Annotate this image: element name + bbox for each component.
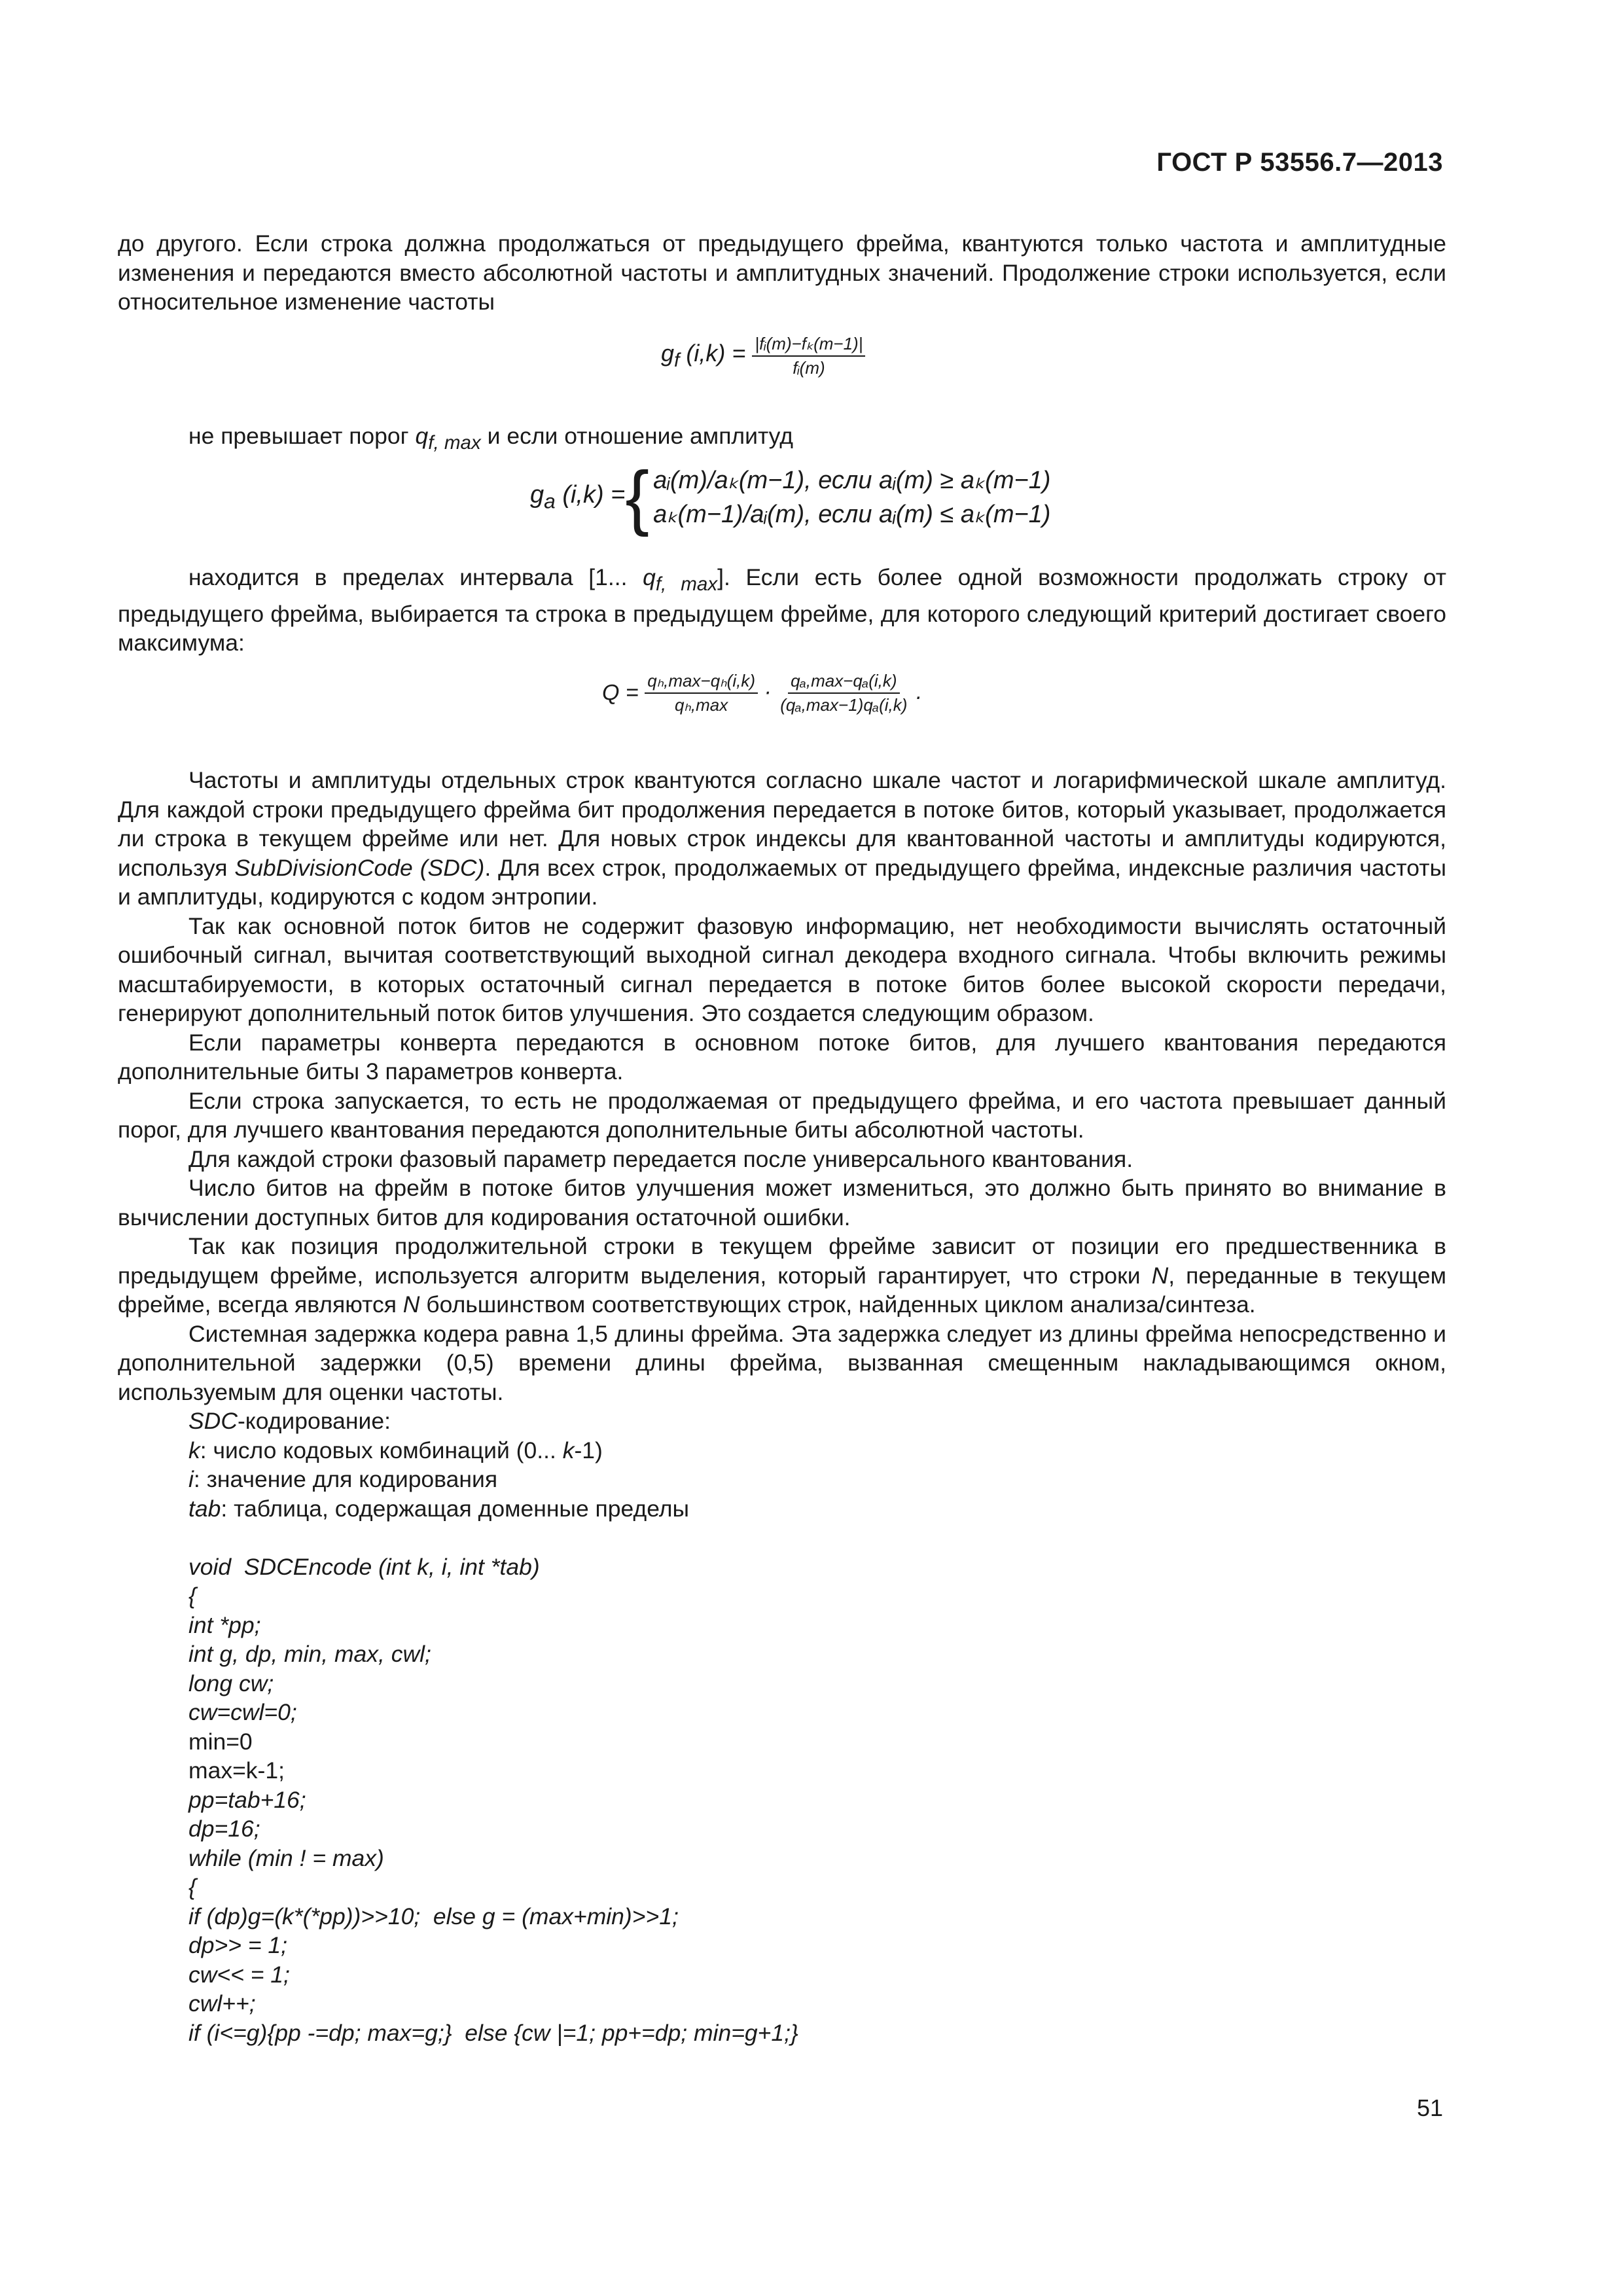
paragraph-8: Для каждой строки фазовый параметр передается после универсального квантования.: [188, 1145, 1133, 1172]
text: находится в пределах интервала [1...: [188, 564, 643, 590]
code-line: if (dp)g=(k*(*pp))>>10; else g = (max+min)>>1;: [188, 1903, 679, 1929]
var-sub: f, max: [655, 573, 718, 596]
code-line: int *pp;: [188, 1611, 261, 1638]
formula-relative-frequency-change: [661, 334, 865, 378]
sdc-abbr: SDC: [188, 1408, 238, 1434]
text: , переданные в текущем фрейме, всегда являются: [118, 1262, 1446, 1318]
formula-lhs-args: (i,k) =: [562, 481, 626, 509]
param-name: i: [188, 1466, 194, 1492]
sdc-param-i: [118, 1465, 1446, 1494]
paragraph-6: Если параметры конверта передаются в основном потоке битов, для лучшего квантования передаются дополнительные биты 3 параметров конверта.: [118, 1029, 1446, 1085]
var-n: N: [1151, 1262, 1169, 1289]
code-line: dp=16;: [188, 1816, 260, 1842]
text: Так как позиция продолжительной строки в текущем фрейме зависит от позиции его предшественника в предыдущем фрейме, используется алгоритм выделения, который гарантирует, что строки: [118, 1233, 1446, 1289]
code-line: {: [188, 1874, 196, 1900]
sdc-heading: [118, 1407, 1446, 1436]
code-line: while (min ! = max): [188, 1844, 384, 1871]
paragraph-4: [118, 766, 1446, 912]
fraction-denominator: (qₐ,max−1)qₐ(i,k): [780, 695, 908, 715]
code-line: min=0: [188, 1728, 253, 1755]
left-brace: {: [625, 457, 650, 537]
param-name: k: [562, 1437, 575, 1463]
param-name: k: [188, 1437, 200, 1463]
code-line: cw<< = 1;: [188, 1961, 290, 1988]
code-line: pp=tab+16;: [188, 1786, 306, 1813]
text: -кодирование:: [237, 1408, 391, 1434]
page-number: 51: [1416, 2094, 1443, 2121]
text: ]. Если есть более одной возможности продолжать строку от предыдущего фрейма, выбирается та строка в предыдущем фрейме, для которого следующий критерий достигает своего максимума:: [118, 564, 1446, 656]
text: большинством соответствующих строк, найденных циклом анализа/синтеза.: [419, 1291, 1256, 1318]
var-sub: f, max: [428, 432, 481, 454]
formula-lhs-sub: f: [674, 350, 680, 372]
fraction-1: [645, 671, 758, 715]
multiply-dot: ·: [764, 679, 772, 704]
fraction-numerator: qₐ,max−qₐ(i,k): [788, 671, 899, 694]
text: -1): [574, 1437, 603, 1463]
formula-lhs: Q =: [602, 680, 639, 706]
code-line: cw=cwl=0;: [188, 1699, 297, 1725]
main-text: [118, 766, 1446, 2047]
formula-lhs: g: [661, 340, 675, 367]
paragraph-3: [118, 563, 1446, 658]
case-2: aₖ(m−1)/aᵢ(m), если aᵢ(m) ≤ aₖ(m−1): [653, 501, 1051, 528]
code-line: cwl++;: [188, 1990, 256, 2017]
code-line: {: [188, 1583, 196, 1609]
param-name: tab: [188, 1495, 221, 1522]
paragraph-10: [118, 1232, 1446, 1319]
sdc-param-tab: [118, 1494, 1446, 1524]
standard-header: ГОСТ Р 53556.7—2013: [1156, 148, 1443, 177]
paragraph-2: [118, 422, 1446, 458]
paragraph-text: до другого. Если строка должна продолжаться от предыдущего фрейма, квантуются только частота и амплитудные изменения и передаются вместо абсолютной частоты и амплитудных значений. Продолжение строки используется, если относительное изменение частоты: [118, 230, 1446, 315]
formula-lhs-sub: a: [544, 489, 556, 513]
spacer: [118, 1523, 1446, 1552]
fraction-numerator: qₕ,max−qₕ(i,k): [645, 671, 758, 694]
paragraph-11: Системная задержка кодера равна 1,5 длины фрейма. Эта задержка следует из длины фрейма непосредственно и дополнительной задержки (0,5) времени длины фрейма, вызванная смещенным накладывающимся окном, используемым для оценки частоты.: [118, 1320, 1446, 1405]
fraction-numerator: |fᵢ(m)−fₖ(m−1)|: [752, 334, 865, 357]
var: q: [415, 423, 429, 449]
paragraph-5: Так как основной поток битов не содержит фазовую информацию, нет необходимости вычислять остаточный ошибочный сигнал, вычитая соответствующий выходной сигнал декодера входного сигнала. Чтобы включить режимы масштабируемости, в которых остаточный сигнал передается в потоке битов более высокой скорости передачи, генерируют дополнительный поток битов улучшения. Это создается следующим образом.: [118, 912, 1446, 1026]
code-line: int g, dp, min, max, cwl;: [188, 1641, 431, 1667]
text: Частоты и амплитуды отдельных строк квантуются согласно шкале частот и логарифмической шкале амплитуд. Для каждой строки предыдущего фрейма бит продолжения передается в потоке битов, который указывает, продолжается ли строка в текущем фрейме или нет. Для новых строк индексы для квантованной частоты и амплитуды кодируются, используя: [118, 767, 1446, 881]
text: : таблица, содержащая доменные пределы: [221, 1495, 689, 1522]
period: .: [916, 679, 923, 704]
text: . Для всех строк, продолжаемых от предыдущего фрейма, индексные различия частоты и амплитуды, кодируются с кодом энтропии.: [118, 854, 1446, 910]
code-line: long cw;: [188, 1670, 274, 1696]
text: : число кодовых комбинаций (0...: [200, 1437, 563, 1463]
paragraph-7: Если строка запускается, то есть не продолжаемая от предыдущего фрейма, и его частота превышает данный порог, для лучшего квантования передаются дополнительные биты абсолютной частоты.: [118, 1087, 1446, 1143]
sdc-param-k: [118, 1436, 1446, 1465]
var: q: [643, 564, 656, 590]
code-line: max=k-1;: [188, 1757, 285, 1784]
paragraph-9: Число битов на фрейм в потоке битов улучшения может измениться, это должно быть принято во внимание в вычислении доступных битов для кодирования остаточной ошибки.: [118, 1175, 1446, 1230]
code-line: if (i<=g){pp -=dp; max=g;} else {cw |=1; pp+=dp; min=g+1;}: [188, 2019, 798, 2046]
formula-lhs-args: (i,k) =: [686, 340, 746, 367]
text: не превышает порог: [188, 423, 416, 449]
fraction: [752, 334, 865, 378]
case-1: aᵢ(m)/aₖ(m−1), если aᵢ(m) ≥ aₖ(m−1): [653, 467, 1051, 494]
formula-amplitude-ratio: [530, 457, 1051, 537]
cases: [653, 463, 1050, 531]
fraction-denominator: qₕ,max: [674, 695, 728, 715]
formula-criterion-q: [602, 671, 922, 715]
paragraph-1: [118, 229, 1446, 317]
formula-lhs: g: [530, 481, 544, 509]
fraction-denominator: fᵢ(m): [793, 358, 825, 378]
var-n: N: [402, 1291, 420, 1318]
fraction-2: [777, 671, 910, 715]
text: и если отношение амплитуд: [480, 423, 793, 449]
text: : значение для кодирования: [193, 1466, 498, 1492]
code-line: void SDCEncode (int k, i, int *tab): [188, 1553, 540, 1580]
code-block: [118, 1552, 1446, 2048]
code-term: SubDivisionCode (SDC): [234, 854, 485, 881]
code-line: dp>> = 1;: [188, 1932, 288, 1958]
